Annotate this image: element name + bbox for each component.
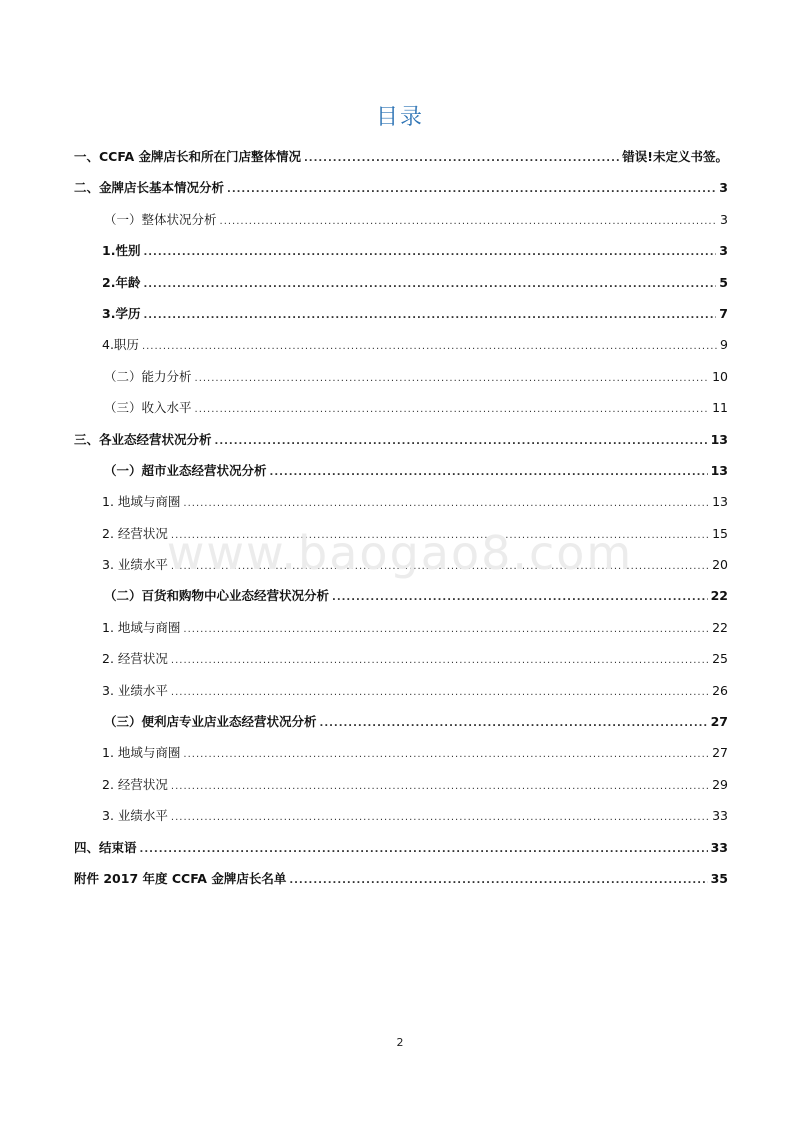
toc-entry[interactable]: [74, 493, 728, 524]
toc-dot-leader: [195, 370, 710, 388]
toc-dot-leader: [171, 652, 709, 670]
toc-entry-page: 错误!未定义书签。: [622, 149, 728, 164]
toc-entry-label: 二、金牌店长基本情况分析: [74, 180, 225, 196]
toc-entry-label: （一）整体状况分析: [104, 211, 217, 227]
toc-entry[interactable]: [74, 556, 728, 587]
toc-entry-label: 3. 业绩水平: [102, 682, 168, 698]
toc-entry[interactable]: [74, 305, 728, 336]
toc-entry-page: 15: [712, 525, 728, 541]
toc-entry-page: 11: [712, 400, 728, 416]
toc-entry[interactable]: [74, 776, 728, 807]
toc-dot-leader: [142, 338, 717, 356]
toc-entry[interactable]: [74, 274, 728, 305]
toc-dot-leader: [143, 307, 716, 325]
toc-dot-leader: [332, 589, 708, 607]
toc-entry-page: 7: [719, 305, 728, 321]
toc-entry-page: 13: [710, 462, 728, 478]
toc-entry-label: 4.职历: [102, 337, 139, 353]
toc-entry[interactable]: [74, 587, 728, 618]
toc-entry-page: 33: [712, 808, 728, 824]
toc-entry-label: 1.性别: [102, 243, 141, 259]
toc-entry[interactable]: [74, 336, 728, 367]
toc-entry-label: 四、结束语: [74, 839, 137, 855]
toc-entry[interactable]: [74, 179, 728, 210]
toc-entry[interactable]: [74, 462, 728, 493]
toc-entry-page: 3: [720, 211, 728, 227]
toc-dot-leader: [143, 244, 716, 262]
toc-entry[interactable]: [74, 148, 728, 179]
toc-entry-page: 27: [710, 714, 728, 730]
toc-entry[interactable]: [74, 619, 728, 650]
toc-entry-page: 25: [712, 651, 728, 667]
toc-title: 目录: [375, 105, 424, 130]
toc-entry-label: 附件 2017 年度 CCFA 金牌店长名单: [74, 870, 287, 886]
toc-entry-page: 3: [719, 243, 728, 259]
page-number: 2: [396, 1036, 404, 1049]
toc-dot-leader: [171, 558, 709, 576]
toc-entry[interactable]: [74, 807, 728, 838]
toc-entry-label: （三）便利店专业店业态经营状况分析: [104, 714, 317, 730]
toc-entry-label: （一）超市业态经营状况分析: [104, 462, 267, 478]
toc-dot-leader: [195, 401, 710, 419]
toc-entry-label: 2. 经营状况: [102, 651, 168, 667]
toc-dot-leader: [183, 746, 709, 764]
toc-entry-label: 1. 地域与商圈: [102, 745, 181, 761]
toc-entry-label: （三）收入水平: [104, 400, 192, 416]
toc-dot-leader: [183, 621, 709, 639]
toc-list: [74, 148, 728, 901]
toc-entry-label: 三、各业态经营状况分析: [74, 431, 212, 447]
toc-dot-leader: [289, 872, 707, 890]
toc-entry-label: 2. 经营状况: [102, 776, 168, 792]
toc-entry-page: 22: [712, 619, 728, 635]
toc-dot-leader: [227, 181, 716, 199]
toc-entry-page: 29: [712, 776, 728, 792]
toc-entry-label: 2. 经营状况: [102, 525, 168, 541]
toc-dot-leader: [140, 841, 708, 859]
toc-entry-page: 13: [712, 494, 728, 510]
watermark: www.baogao8.com: [166, 526, 634, 580]
toc-entry[interactable]: [74, 368, 728, 399]
toc-entry[interactable]: [74, 870, 728, 901]
toc-entry[interactable]: [74, 682, 728, 713]
toc-entry-page: 13: [710, 431, 728, 447]
toc-entry[interactable]: [74, 242, 728, 273]
toc-dot-leader: [143, 276, 716, 294]
toc-dot-leader: [320, 715, 708, 733]
toc-dot-leader: [215, 433, 708, 451]
toc-dot-leader: [270, 464, 708, 482]
toc-entry-label: 3.学历: [102, 305, 141, 321]
toc-entry-label: 3. 业绩水平: [102, 557, 168, 573]
toc-entry[interactable]: [74, 431, 728, 462]
toc-entry-label: 3. 业绩水平: [102, 808, 168, 824]
toc-dot-leader: [171, 527, 709, 545]
toc-entry[interactable]: [74, 713, 728, 744]
toc-entry[interactable]: [74, 839, 728, 870]
toc-dot-leader: [171, 684, 709, 702]
toc-dot-leader: [183, 495, 709, 513]
toc-entry-label: （二）百货和购物中心业态经营状况分析: [104, 588, 330, 604]
toc-entry-page: 22: [710, 588, 728, 604]
toc-entry-page: 33: [710, 839, 728, 855]
toc-entry[interactable]: [74, 399, 728, 430]
toc-dot-leader: [171, 778, 709, 796]
toc-dot-leader: [304, 150, 619, 168]
toc-dot-leader: [220, 213, 718, 231]
toc-entry-page: 35: [710, 870, 728, 886]
toc-entry-page: 26: [712, 682, 728, 698]
toc-entry-label: 一、CCFA 金牌店长和所在门店整体情况: [74, 149, 301, 164]
toc-entry[interactable]: [74, 525, 728, 556]
toc-entry-label: 2.年龄: [102, 274, 141, 290]
toc-entry[interactable]: [74, 744, 728, 775]
toc-dot-leader: [171, 809, 709, 827]
toc-entry-page: 20: [712, 557, 728, 573]
toc-entry-page: 9: [720, 337, 728, 353]
toc-entry-page: 3: [719, 180, 728, 196]
toc-entry-label: 1. 地域与商圈: [102, 619, 181, 635]
toc-entry-label: （二）能力分析: [104, 368, 192, 384]
toc-entry-label: 1. 地域与商圈: [102, 494, 181, 510]
toc-entry-page: 5: [719, 274, 728, 290]
toc-entry[interactable]: [74, 211, 728, 242]
toc-entry-page: 27: [712, 745, 728, 761]
toc-entry[interactable]: [74, 650, 728, 681]
toc-entry-page: 10: [712, 368, 728, 384]
